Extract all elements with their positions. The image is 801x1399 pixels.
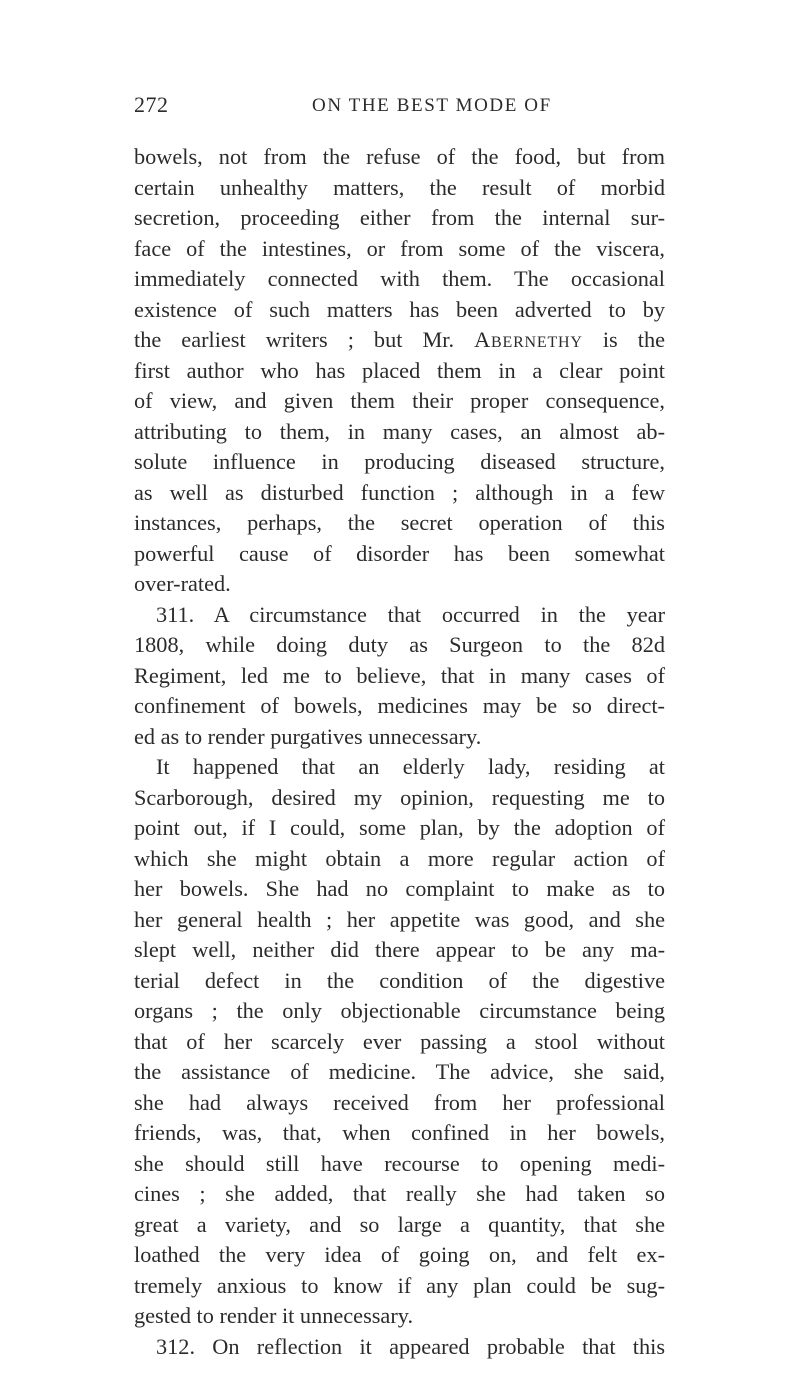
text-line: she should still have recourse to opening medi- [134, 1150, 665, 1176]
running-head [134, 92, 664, 122]
paragraph-311-first-line: 311. A circumstance that occurred in the year [156, 601, 665, 627]
text-line: the assistance of medicine. The advice, she said, [134, 1059, 665, 1084]
text-line: as well as disturbed function ; although in a few [134, 479, 665, 505]
text-line: 1808, while doing duty as Surgeon to the 82d [134, 632, 665, 657]
text-line: slept well, neither did there appear to be any ma- [134, 937, 665, 962]
body-text [134, 142, 665, 1362]
text-line: that of her scarcely ever passing a stool without [134, 1028, 665, 1054]
text-line: powerful cause of disorder has been somewhat [134, 540, 665, 566]
text-line: gested to render it unnecessary. [134, 1303, 414, 1328]
text-line: of view, and given them their proper consequence, [134, 388, 665, 413]
text-line: Regiment, led me to believe, that in many cases of [134, 662, 665, 688]
text-line: her bowels. She had no complaint to make as to [134, 876, 665, 901]
text-line: attributing to them, in many cases, an almost ab- [134, 418, 665, 444]
text-line: she had always received from her professional [134, 1089, 665, 1115]
text-line: face of the intestines, or from some of the viscera, [134, 235, 665, 261]
text-fragment: the earliest writers ; but Mr. [134, 327, 455, 352]
text-line: secretion, proceeding either from the internal sur- [134, 205, 665, 230]
text-line-with-name [134, 325, 665, 356]
text-line: terial defect in the condition of the digestive [134, 967, 665, 993]
text-line: organs ; the only objectionable circumstance being [134, 998, 665, 1023]
text-line: ed as to render purgatives unnecessary. [134, 723, 482, 749]
text-line: over-rated. [134, 571, 231, 596]
text-line: Scarborough, desired my opinion, requesting me to [134, 784, 665, 810]
text-line: first author who has placed them in a clear point [134, 357, 665, 383]
running-title: ON THE BEST MODE OF [312, 95, 552, 116]
text-line: confinement of bowels, medicines may be so direct- [134, 693, 665, 718]
text-line: instances, perhaps, the secret operation of this [134, 510, 665, 535]
text-line: which she might obtain a more regular action of [134, 845, 665, 871]
text-fragment: is the [602, 327, 666, 352]
text-line: tremely anxious to know if any plan could be sug- [134, 1272, 665, 1298]
text-line: immediately connected with them. The occasional [134, 266, 665, 291]
text-line: cines ; she added, that really she had taken so [134, 1181, 665, 1206]
text-line: her general health ; her appetite was good, and she [134, 906, 665, 932]
text-line: point out, if I could, some plan, by the adoption of [134, 815, 665, 840]
text-line: existence of such matters has been adverted to by [134, 296, 665, 322]
text-line: certain unhealthy matters, the result of morbid [134, 174, 665, 200]
author-name: Abernethy [474, 327, 583, 352]
paragraph-312-first-line: 312. On reflection it appeared probable that this [156, 1333, 665, 1359]
text-line: great a variety, and so large a quantity, that she [134, 1211, 665, 1237]
text-line: solute influence in producing diseased structure, [134, 449, 665, 474]
text-line: bowels, not from the refuse of the food, but from [134, 144, 665, 169]
text-line: friends, was, that, when confined in her bowels, [134, 1120, 665, 1145]
text-line: It happened that an elderly lady, residing at [156, 754, 665, 779]
page-number: 272 [134, 92, 169, 117]
text-line: loathed the very idea of going on, and felt ex- [134, 1242, 665, 1267]
